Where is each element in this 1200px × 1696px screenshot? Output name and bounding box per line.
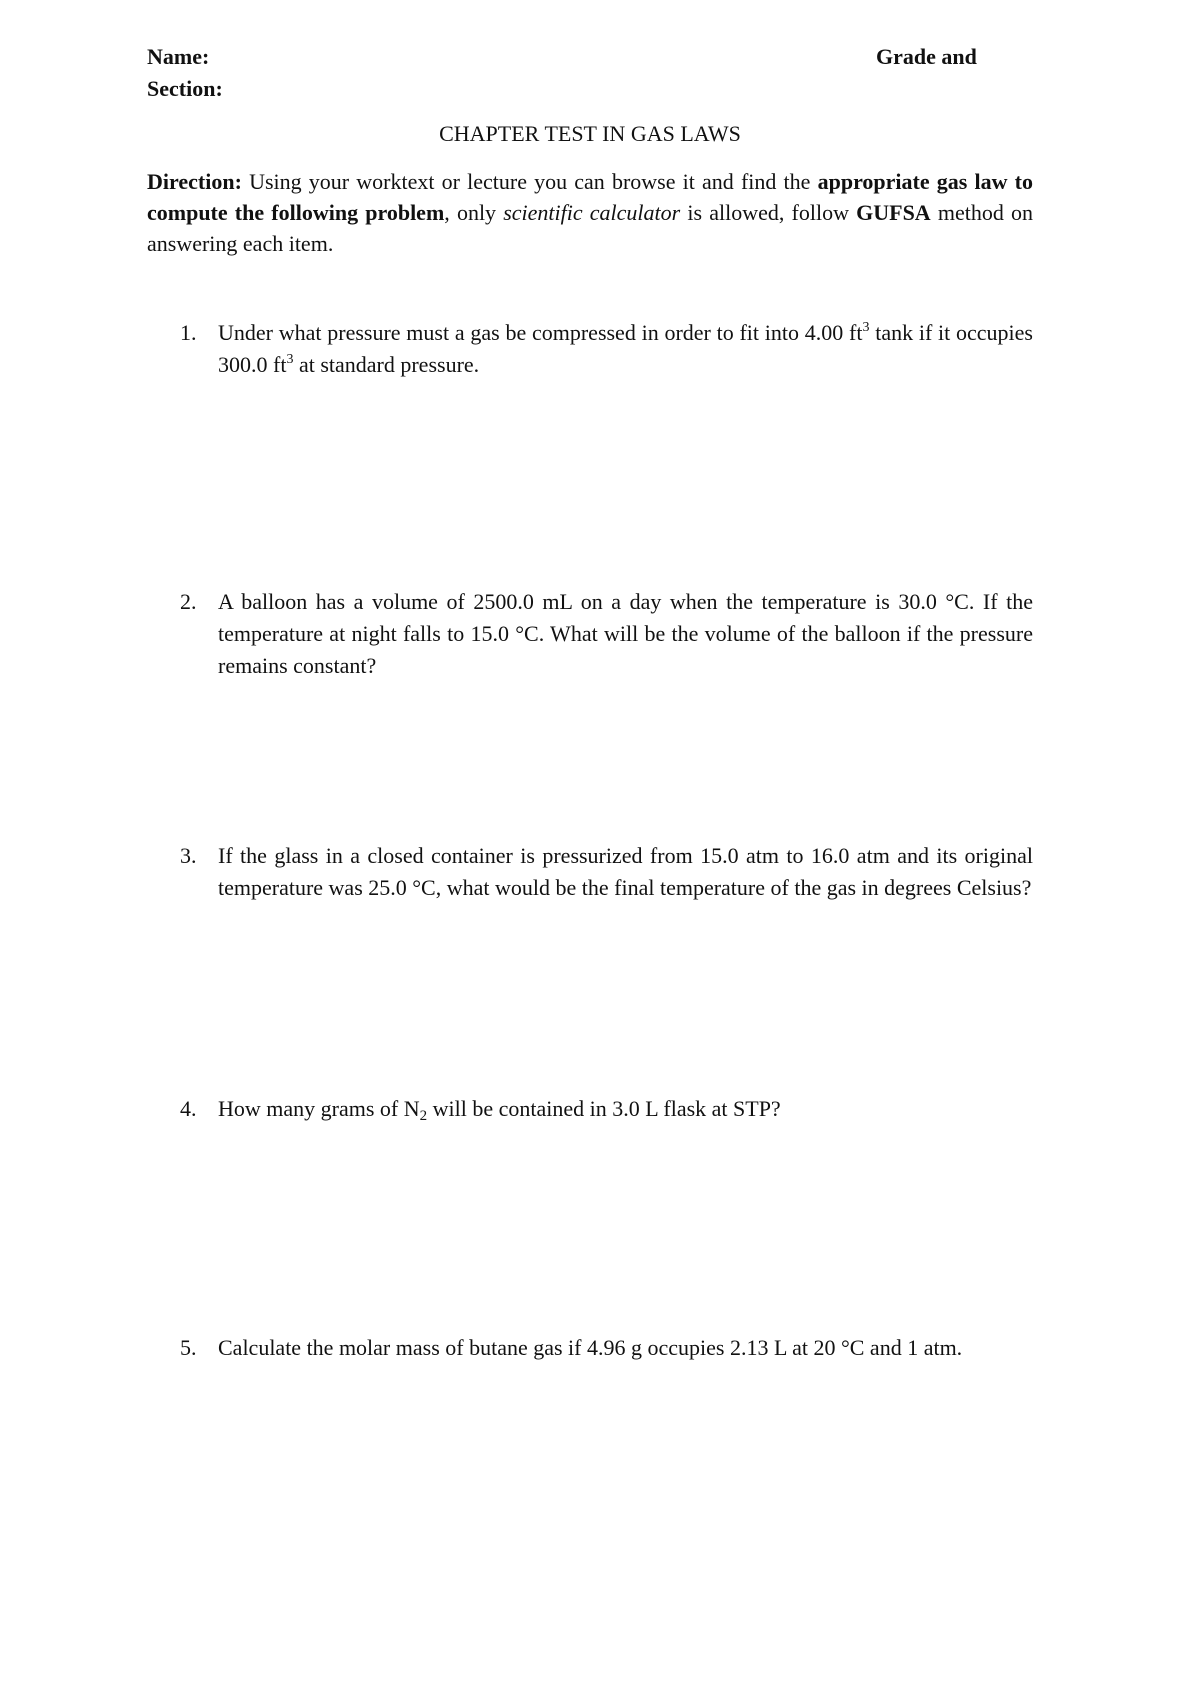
question-text-part: at standard pressure. — [293, 352, 480, 377]
question-number: 4. — [180, 1096, 197, 1121]
direction-paragraph — [147, 166, 1033, 259]
question-text: Calculate the molar mass of butane gas if 4.96 g occupies 2.13 L at 20 °C and 1 atm. — [218, 1335, 963, 1360]
direction-text-3: is allowed, follow — [680, 200, 857, 225]
superscript: 3 — [862, 320, 870, 335]
question-number: 2. — [180, 589, 197, 614]
question-text-part: Under what pressure must a gas be compressed in order to fit into 4.00 ft — [218, 320, 863, 345]
question-text — [218, 317, 1033, 381]
grade-label: Grade and — [876, 44, 977, 69]
question-item — [180, 586, 1033, 682]
question-text-part: will be contained in 3.0 L flask at STP? — [427, 1096, 781, 1121]
direction-italic: scientific calculator — [503, 200, 681, 225]
question-item — [180, 317, 1033, 381]
question-item — [180, 840, 1033, 904]
direction-text-4: method on answering each item. — [147, 200, 1033, 256]
section-label: Section: — [147, 76, 223, 101]
question-number: 1. — [180, 320, 197, 345]
question-text: A balloon has a volume of 2500.0 mL on a day when the temperature is 30.0 °C. If the temperature at night falls to 15.0 °C. What will be the volume of the balloon if the pressure remains constant? — [218, 589, 1033, 678]
page-title: CHAPTER TEST IN GAS LAWS — [439, 121, 741, 146]
subscript: 2 — [419, 1108, 428, 1124]
name-label: Name: — [147, 44, 210, 69]
direction-text-1: Using your worktext or lecture you can browse it and find the — [241, 169, 818, 194]
question-text: If the glass in a closed container is pressurized from 15.0 atm to 16.0 atm and its original temperature was 25.0 °C, what would be the final temperature of the gas in degrees Celsius? — [218, 843, 1033, 900]
superscript: 3 — [286, 352, 294, 367]
question-text-part: tank if it occupies 300.0 ft — [218, 320, 1033, 377]
question-text — [218, 1093, 1033, 1125]
direction-text-2: , only — [444, 200, 504, 225]
question-text-part: How many grams of N — [218, 1096, 420, 1121]
direction-emphasis-1: appropriate gas law to compute the following problem — [147, 169, 1033, 225]
question-number: 5. — [180, 1335, 197, 1360]
question-number: 3. — [180, 843, 197, 868]
question-item — [180, 1093, 1033, 1125]
question-item — [180, 1332, 1033, 1364]
direction-label: Direction: — [147, 169, 242, 194]
direction-emphasis-2: GUFSA — [856, 200, 931, 225]
